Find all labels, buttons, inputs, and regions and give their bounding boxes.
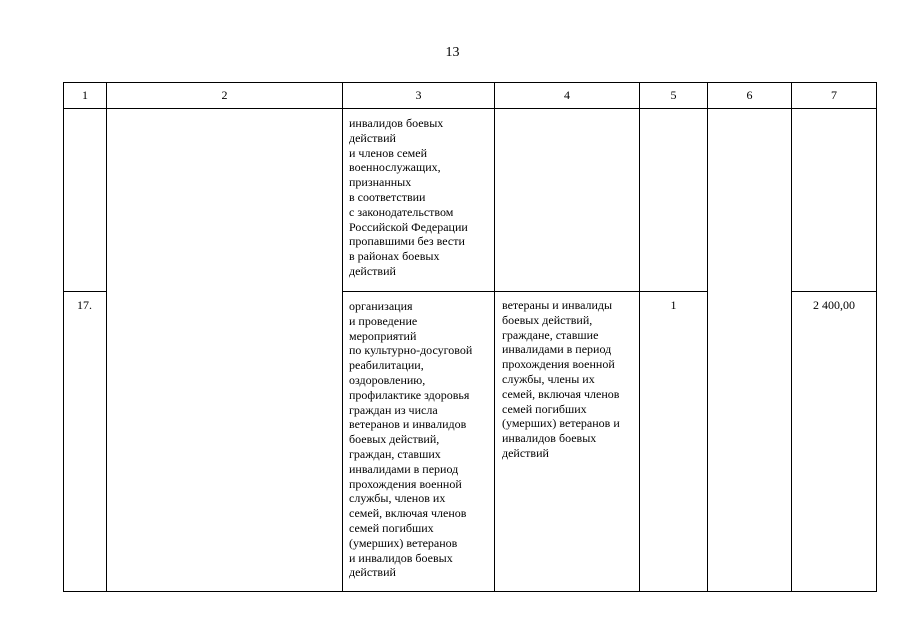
header-col-6: 6 (708, 83, 792, 109)
services-table (63, 82, 877, 592)
cell-recipients: ветераны и инвалиды боевых действий, граждане, ставшие инвалидами в период прохождения военной службы, члены их семей, включая членов семей погибших (умерших) ветеранов и инвалидов боевых действий (495, 292, 640, 592)
cell-col-6-merged (708, 109, 792, 592)
cell-row-number: 17. (64, 292, 107, 592)
page-number: 13 (445, 45, 460, 60)
cell-col-2-merged (107, 109, 343, 592)
header-col-5: 5 (640, 83, 708, 109)
header-col-1: 1 (64, 83, 107, 109)
header-col-3: 3 (343, 83, 495, 109)
cell-continuation-col-4 (495, 109, 640, 292)
cell-event-description: организация и проведение мероприятий по культурно-досуговой реабилитации, оздоровлению, профилактике здоровья граждан из числа ветеранов и инвалидов боевых действий, граждан, ставших инвалидами в период прохождения военной службы, членов их семей, включая членов семей погибших (умерших) ветеранов и инвалидов боевых действий (343, 292, 495, 592)
cell-amount: 2 400,00 (792, 292, 877, 592)
cell-continuation-col-1 (64, 109, 107, 292)
cell-continuation-col-3: инвалидов боевых действий и членов семей военнослужащих, признанных в соответствии с законодательством Российской Федерации пропавшими без вести в районах боевых действий (343, 109, 495, 292)
cell-continuation-col-5 (640, 109, 708, 292)
header-col-2: 2 (107, 83, 343, 109)
table-header-row (64, 83, 877, 109)
header-col-4: 4 (495, 83, 640, 109)
header-col-7: 7 (792, 83, 877, 109)
cell-quantity: 1 (640, 292, 708, 592)
table-row (64, 109, 877, 292)
cell-continuation-col-7 (792, 109, 877, 292)
